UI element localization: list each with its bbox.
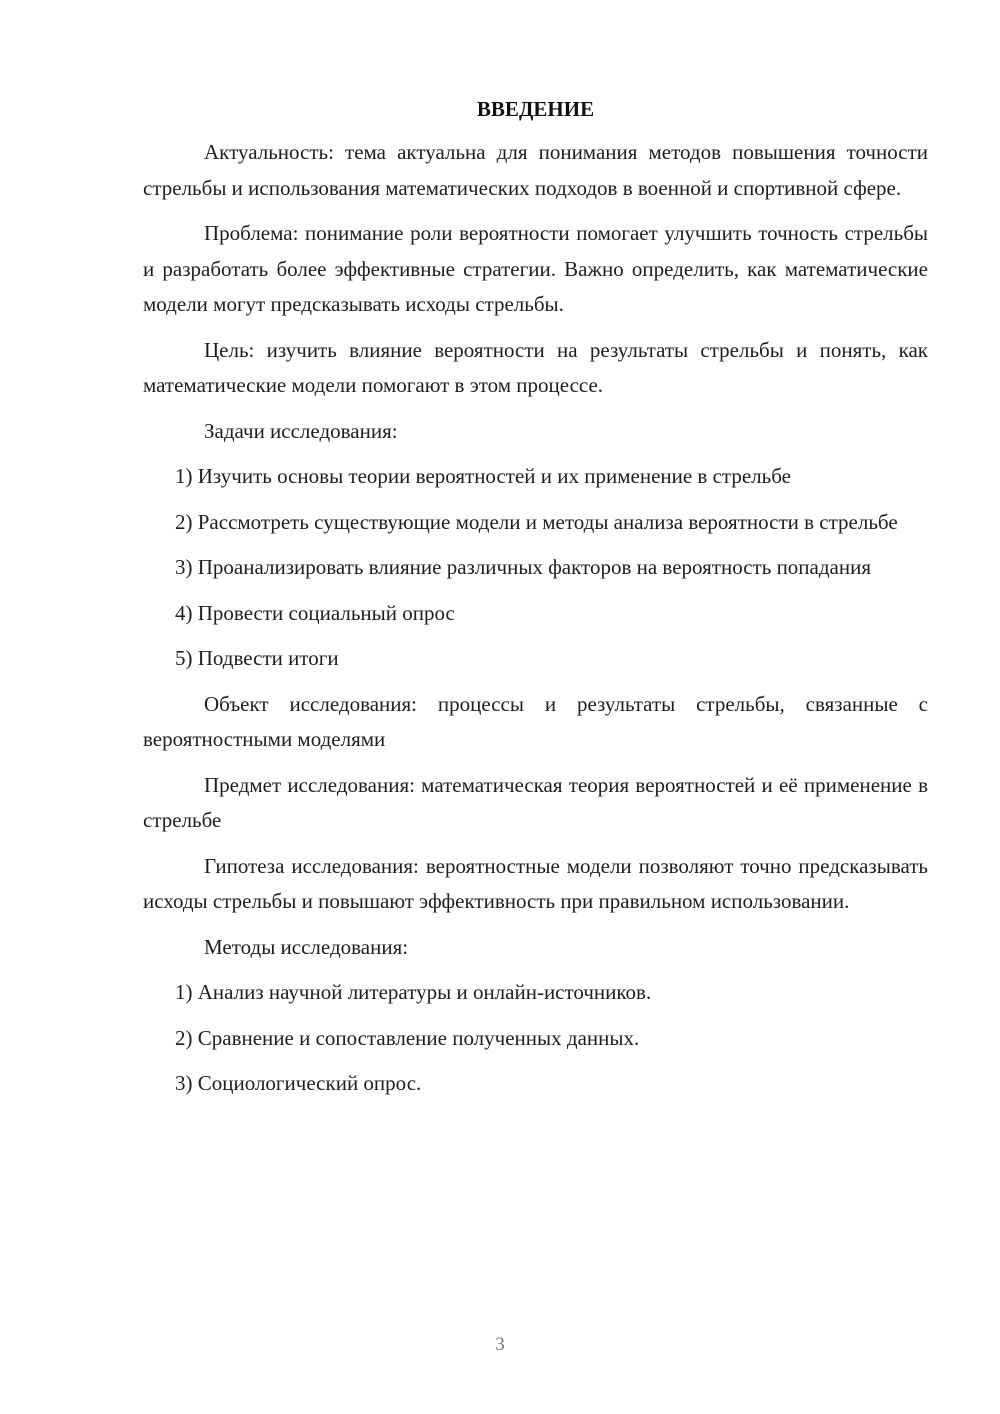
paragraph-relevance: Актуальность: тема актуальна для понимания методов повышения точности стрельбы и использования математических подходов в военной и спортивной сфере. bbox=[143, 140, 928, 200]
task-item: 2) Рассмотреть существующие модели и методы анализа вероятности в стрельбе bbox=[175, 509, 898, 534]
task-item: 5) Подвести итоги bbox=[175, 646, 339, 670]
task-item: 4) Провести социальный опрос bbox=[175, 600, 455, 625]
document-page bbox=[143, 92, 928, 1112]
paragraph-object: Объект исследования: процессы и результаты стрельбы, связанные с вероятностными моделями bbox=[143, 691, 928, 751]
paragraph-goal: Цель: изучить влияние вероятности на результаты стрельбы и понять, как математические модели помогают в этом процессе. bbox=[143, 337, 928, 397]
task-item: 3) Проанализировать влияние различных факторов на вероятность попадания bbox=[175, 555, 872, 579]
tasks-heading: Задачи исследования: bbox=[204, 418, 398, 443]
paragraph-hypothesis: Гипотеза исследования: вероятностные модели позволяют точно предсказывать исходы стрельбы и повышают эффективность при правильном использовании. bbox=[143, 853, 928, 913]
method-item: 3) Социологический опрос. bbox=[175, 1071, 422, 1095]
page-number: 3 bbox=[495, 1334, 505, 1355]
method-item: 2) Сравнение и сопоставление полученных данных. bbox=[175, 1025, 640, 1050]
methods-heading: Методы исследования: bbox=[204, 934, 409, 959]
paragraph-subject: Предмет исследования: математическая теория вероятностей и её применение в стрельбе bbox=[143, 772, 928, 832]
method-item: 1) Анализ научной литературы и онлайн-источников. bbox=[175, 980, 652, 1004]
task-item: 1) Изучить основы теории вероятностей и их применение в стрельбе bbox=[175, 464, 791, 488]
paragraph-problem: Проблема: понимание роли вероятности помогает улучшить точность стрельбы и разработать более эффективные стратегии. Важно определить, как математические модели могут предсказывать исходы стрельбы. bbox=[143, 221, 928, 316]
section-title: ВВЕДЕНИЕ bbox=[476, 97, 595, 121]
